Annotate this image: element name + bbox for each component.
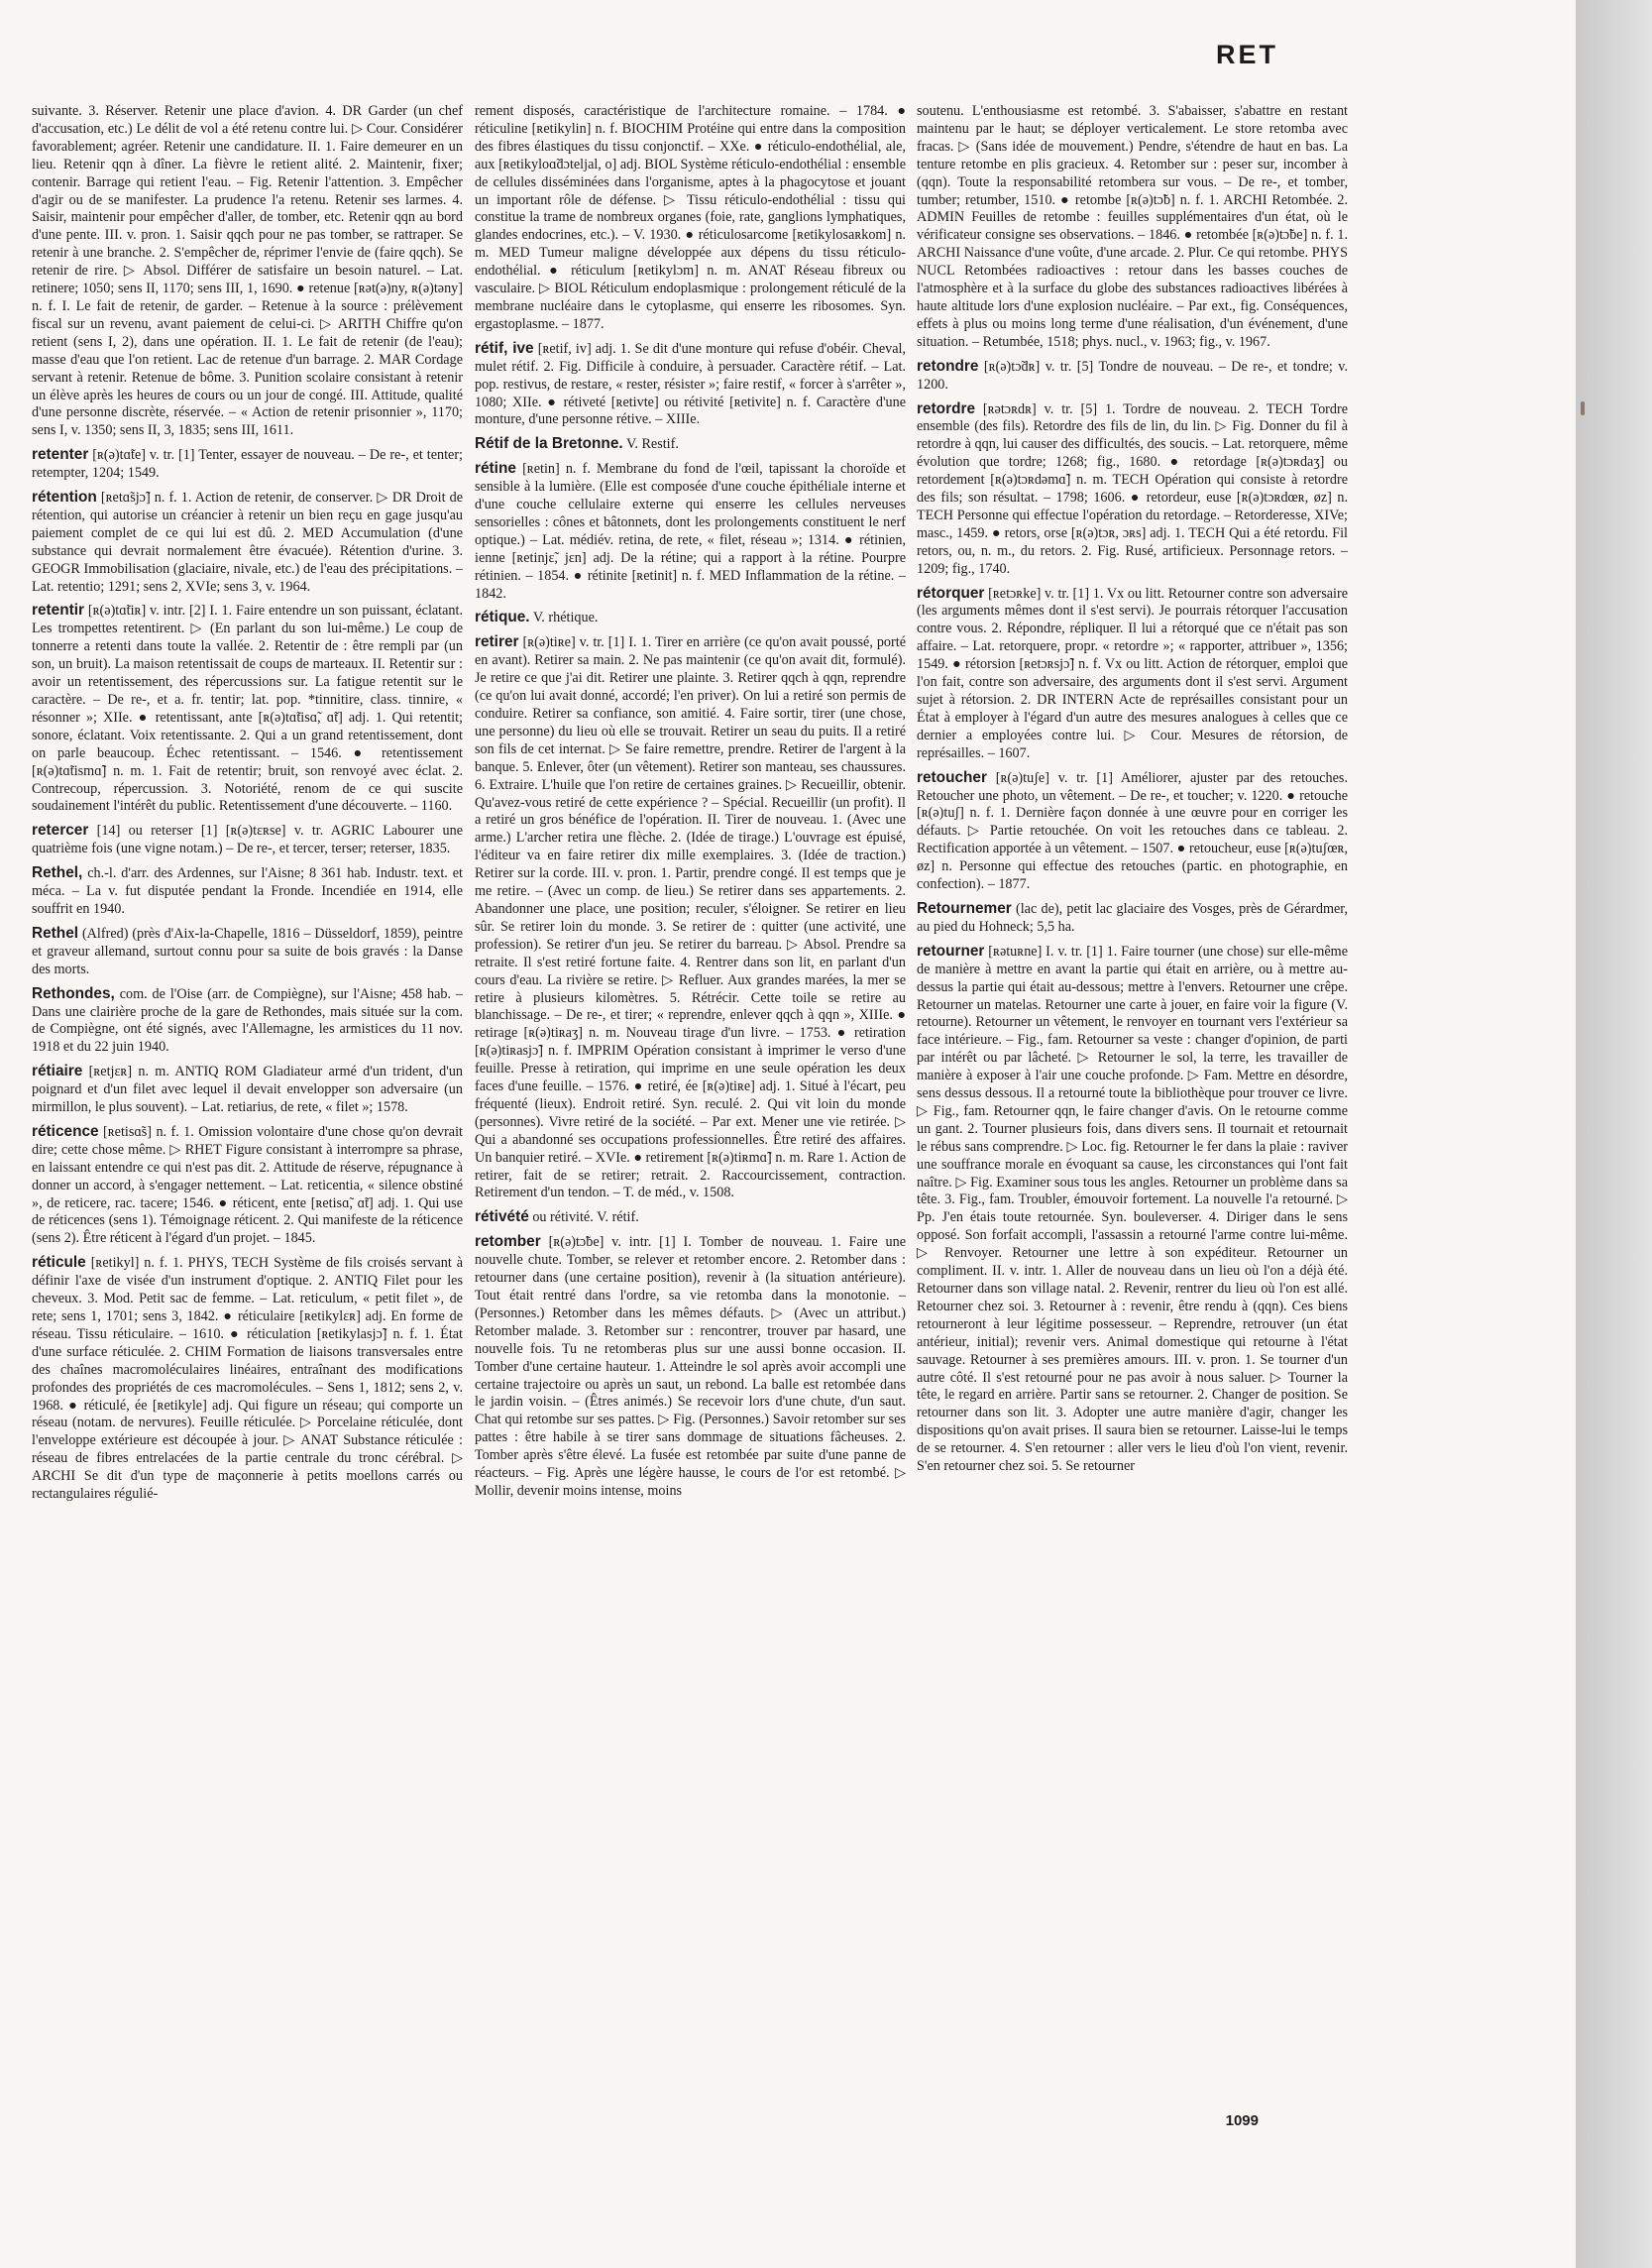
entry-headword: rétorquer — [917, 584, 985, 602]
entry-definition: soutenu. L'enthousiasme est retombé. 3. S'abaisser, s'abattre en restant maintenu par le haut; se déployer verticalement. Le store retomba avec fracas. ▷ (Sans idée de mouvement.) Pendre, s'étendre de haut en bas. La tenture retombe en plis gracieux. 4. Retomber sur : peser sur, incomber à (qqn). Toute la responsabilité retombera sur vous. – De re-, et tomber, tumber; retumber, 1510. ● retombe [ʀ(ə)tɔ̃b] n. f. 1. ARCHI Retombée. 2. ADMIN Feuilles de retombe : feuilles supplémentaires d'un état, où le vérificateur consigne ses observations. – 1846. ● retombée [ʀ(ə)tɔ̃be] n. f. 1. ARCHI Naissance d'une voûte, d'une arcade. 2. Plur. Ce qui retombe. PHYS NUCL Retombées radioactives : retour dans les basses couches de l'atmosphère et à la surface du globe des substances radioactives libérées à haute altitude lors d'une explosion nucléaire. – Par ext., fig. Conséquences, effets à plus ou moins long terme d'une réalisation, d'un événement, d'une situation. – Retumbée, 1518; phys. nucl., v. 1963; fig., v. 1967. — [917, 103, 1348, 350]
entry-definition: [ʀ(ə)tɔ̃be] v. intr. [1] I. Tomber de nouveau. 1. Faire une nouvelle chute. Tomber, se relever et retomber encore. 2. Retomber dans : retourner dans (une certaine position), revenir à (la situation antérieure). Tout était rentré dans l'ordre, sa vie retomba dans la monotonie. – (Personnes.) Retomber dans les mêmes défauts. ▷ (Avec un attribut.) Retomber malade. 3. Retomber sur : rencontrer, trouver par hasard, une nouvelle fois. Tu ne retomberas plus sur une aussi bonne occasion. II. Tomber d'une certaine hauteur. 1. Atteindre le sol après avoir accompli une certaine trajectoire ou après un saut, un rebond. La balle est retombée dans le jardin voisin. – (Êtres animés.) Se recevoir lors d'une chute, d'un saut. Chat qui retombe sur ses pattes. ▷ Fig. (Personnes.) Savoir retomber sur ses pattes : être habile à se tirer sans dommage de situations fâcheuses. 2. Tomber après s'être élevé. La fusée est retombée par suite d'une panne de réacteurs. – Fig. Après une légère hausse, le cours de l'or est retombé. ▷ Mollir, devenir moins intense, moins — [475, 1234, 906, 1499]
entry-definition: [ʀətɔʀdʀ] v. tr. [5] 1. Tordre de nouveau. 2. TECH Tordre ensemble (des fils). Retordre des fils de lin, du lin. ▷ Fig. Donner du fil à retordre à qqn, lui causer des difficultés, des soucis. – Lat. retorquere, même évolution que tordre; 1268; fig., 1680. ● retordage [ʀ(ə)tɔʀdaʒ] ou retordement [ʀ(ə)tɔʀdəmɑ̃] n. m. TECH Opération qui consiste à retordre des fils; son résultat. – 1798; 1606. ● retordeur, euse [ʀ(ə)tɔʀdœʀ, øz] n. TECH Personne qui effectue l'opération du retordage. – Retorderesse, XIVe; masc., 1459. ● retors, orse [ʀ(ə)tɔʀ, ɔʀs] adj. 1. TECH Qui a été retordu. Fil retors, ou, n. m., du retors. 2. Fig. Rusé, artificieux. Personnage retors. – 1209; fig., 1740. — [917, 400, 1348, 577]
dictionary-entry — [475, 609, 906, 627]
entry-headword: retomber — [475, 1233, 541, 1251]
entry-headword: rétique. — [475, 609, 530, 626]
dictionary-entry — [32, 103, 463, 440]
scan-mark — [1581, 401, 1585, 415]
entry-headword: rétine — [475, 460, 516, 478]
entry-headword: rétiaire — [32, 1063, 83, 1080]
dictionary-entry — [917, 943, 1348, 1476]
dictionary-entry — [32, 1254, 463, 1504]
entry-definition: [ʀətuʀne] I. v. tr. [1] 1. Faire tourner (une chose) sur elle-même de manière à mettre en avant la partie qui était en arrière, ou à mettre au-dessus la partie qui était au-dessous; mettre à l'envers. Retourner une crêpe. Retourner un matelas. Retourner une carte à jouer, en faire voir la figure (V. retourne). Retourner un vêtement, le renvoyer en tournant vers l'extérieur sa face intérieure. – Fig., fam. Retourner sa veste : changer d'opinion, de parti par intérêt ou par lâcheté. ▷ Retourner le sol, la terre, les travailler de manière à exposer à l'air une couche profonde. ▷ Fam. Mettre en désordre, sens dessus dessous. Il a retourné toute la bibliothèque pour trouver ce livre. ▷ Fig., fam. Retourner qqn, le faire changer d'avis. On le retourne comme un gant. 2. Tourner plusieurs fois, dans divers sens. Il tournait et retournait le rébus sans comprendre. ▷ Loc. fig. Retourner le fer dans la plaie : raviver une souffrance morale en évoquant sa cause, les circonstances qui l'ont fait naître. ▷ Fig. Examiner sous tous les angles. Retourner un problème dans sa tête. 3. Fig., fam. Troubler, émouvoir fortement. La nouvelle l'a retourné. ▷ Pp. J'en étais toute retournée. Syn. bouleverser. 4. Diriger dans le sens opposé. Son forfait accompli, l'assassin a retourné l'arme contre lui-même. ▷ Renvoyer. Retourner une lettre à son expéditeur. Retourner un compliment. II. v. intr. 1. Aller de nouveau dans un lieu où l'on a déjà été. Retourner dans son village natal. 2. Revenir, rentrer du lieu où l'on est allé. Retourner chez soi. 3. Retourner à : revenir, être rendu à (qqn). Ces biens retourneront à leur légitime possesseur. – Reprendre, retrouver (un état antérieur, initial); revenir vers. Animal domestique qui retourne à l'état sauvage. Retourner à ses premières amours. III. v. pron. 1. Se tourner d'un autre côté. Il s'est retourné pour ne pas avoir à nous saluer. ▷ Tourner la tête, le regard en arrière. Partir sans se retourner. 2. Changer de position. Se retourner dans son lit. 3. Adopter une autre manière d'agir, changer les dispositions qu'on avait prises. Il saura bien se retourner. Laisse-lui le temps de se retourner. 4. S'en retourner : aller vers le lieu d'où l'on vient, revenir. S'en retourner chez soi. 5. Se retourner — [917, 943, 1348, 1475]
entry-definition: suivante. 3. Réserver. Retenir une place d'avion. 4. DR Garder (un chef d'accusation, etc.) Le délit de vol a été retenu contre lui. ▷ Cour. Considérer favorablement; agréer. Retenir une candidature. II. 1. Faire demeurer en un lieu. Retenir qqn à dîner. La fièvre le retient alité. 2. Maintenir, fixer; contenir. Barrage qui retient l'eau. – Fig. Retenir l'attention. 3. Empêcher d'agir ou de se manifester. La prudence l'a retenu. Retenir ses larmes. 4. Saisir, maintenir pour empêcher d'aller, de tomber, etc. Retenir qqn au bord d'une pente. III. v. pron. 1. Saisir qqch pour ne pas tomber, se rattraper. Se retenir à une branche. 2. S'empêcher de, réprimer l'envie de (faire qqch). Se retenir de rire. ▷ Absol. Différer de satisfaire un besoin naturel. – Lat. retinere; 1050; sens II, 1170; sens III, 1, 1690. ● retenue [ʀət(ə)ny, ʀ(ə)təny] n. f. I. Le fait de retenir, de garder. – Retenue à la source : prélèvement fiscal sur un revenu, avant paiement de celui-ci. ▷ ARITH Chiffre qu'on retient (sens I, 2), dans une opération. II. 1. Le fait de retenir (de l'eau); masse d'eau que l'on retient. Lac de retenue d'un barrage. 2. MAR Cordage servant à retenir. Retenue de bôme. 3. Punition scolaire consistant à retenir un élève après les heures de cours ou un jour de congé. III. Attitude, qualité d'une personne discrète, réservée. – « Action de retenir prisonnier », 1170; sens I, v. 1350; sens II, 3, 1835; sens III, 1611. — [32, 103, 463, 439]
entry-definition: [ʀ(ə)tɔ̃dʀ] v. tr. [5] Tondre de nouveau. – De re-, et tondre; v. 1200. — [917, 358, 1348, 393]
dictionary-entry — [32, 864, 463, 919]
dictionary-entry — [475, 1233, 906, 1501]
dictionary-entry — [475, 340, 906, 430]
column-2 — [475, 103, 906, 2105]
dictionary-entry — [32, 822, 463, 858]
entry-headword: rétif, ive — [475, 339, 534, 357]
entry-definition: [ʀetjɛʀ] n. m. ANTIQ ROM Gladiateur armé d'un trident, d'un poignard et d'un filet avec lequel il devait envelopper son adversaire (un mirmillon, le plus souvent). – Lat. retiarius, de rete, « filet »; 1578. — [32, 1064, 463, 1116]
entry-definition: [ʀ(ə)tɑ̃te] v. tr. [1] Tenter, essayer de nouveau. – De re-, et tenter; retempter, 1204; 1549. — [32, 447, 463, 482]
entry-headword: retourner — [917, 942, 985, 960]
dictionary-entry — [32, 489, 463, 596]
entry-headword: Rethel, — [32, 864, 83, 882]
entry-definition: rement disposés, caractéristique de l'architecture romaine. – 1784. ● réticuline [ʀetikylin] n. f. BIOCHIM Protéine qui entre dans la composition des fibres élastiques du tissu conjonctif. – XXe. ● réticulo-endothélial, ale, aux [ʀetikyloɑ̃dɔteljal, o] adj. BIOL Système réticulo-endothélial : ensemble de cellules disséminées dans l'organisme, aptes à la phagocytose et jouant un important rôle de défense. ▷ Tissu réticulo-endothélial : tissu qui constitue la trame de nombreux organes (foie, rate, ganglions lymphatiques, glandes endocrines, etc.). – V. 1930. ● réticulosarcome [ʀetikylosaʀkom] n. m. MED Tumeur maligne développée aux dépens du tissu réticulo-endothélial. ● réticulum [ʀetikylɔm] n. m. ANAT Réseau fibreux ou vasculaire. ▷ BIOL Réticulum endoplasmique : prolongement réticulé de la membrane nucléaire dans le cytoplasme, qui enserre les ribosomes. Syn. ergastoplasme. – 1877. — [475, 103, 906, 332]
entry-definition: (Alfred) (près d'Aix-la-Chapelle, 1816 – Düsseldorf, 1859), peintre et graveur allemand, surtout connu pour sa suite de bois gravés : la Danse des morts. — [32, 925, 463, 977]
dictionary-entry — [917, 585, 1348, 763]
entry-definition: V. rhétique. — [532, 610, 599, 626]
entry-definition: [ʀetin] n. f. Membrane du fond de l'œil, tapissant la choroïde et sensible à la lumière. (Elle est composée d'une couche épithéliale interne et d'une couche cellulaire externe qui enserre les cellules nerveuses sensorielles : cônes et bâtonnets, dont les prolongements constituent le nerf optique.) – Lat. médiév. retina, de rete, « filet, réseau »; 1314. ● rétinien, ienne [ʀetinjɛ̃, jɛn] adj. De la rétine; qui a rapport à la rétine. Pourpre rétinien. – 1854. ● rétinite [ʀetinit] n. f. MED Inflammation de la rétine. – 1842. — [475, 461, 906, 602]
entry-definition: [ʀ(ə)tuʃe] v. tr. [1] Améliorer, ajuster par des retouches. Retoucher une photo, un vêtement. – De re-, et toucher; v. 1220. ● retouche [ʀ(ə)tuʃ] n. f. 1. Dernière façon donnée à une œuvre pour en corriger les défauts. ▷ Partie retouchée. On voit les retouches dans ce tableau. 2. Rectification apportée à un vêtement. – 1507. ● retoucheur, euse [ʀ(ə)tuʃœʀ, øz] n. Personne qui effectue des retouches (partic. en photographie, en confection). – 1877. — [917, 769, 1348, 893]
page-number: 1099 — [1225, 2112, 1259, 2129]
entry-definition: [14] ou reterser [1] [ʀ(ə)tɛʀse] v. tr. AGRIC Labourer une quatrième fois (une vigne notam.) – De re-, et tercer, terser; reterser, 1835. — [32, 823, 463, 857]
dictionary-entry — [475, 435, 906, 454]
entry-definition: [ʀetikyl] n. f. 1. PHYS, TECH Système de fils croisés servant à définir l'axe de visée d'un instrument d'optique. 2. ANTIQ Filet pour les cheveux. 3. Mod. Petit sac de femme. – Lat. reticulum, « petit filet », de rete; sens 1, 1701; sens 3, 1842. ● réticulaire [ʀetikylɛʀ] adj. En forme de réseau. Tissu réticulaire. – 1610. ● réticulation [ʀetikylasjɔ̃] n. f. 1. État d'une surface réticulée. 2. CHIM Formation de liaisons transversales entre des chaînes macromoléculaires linéaires, entraînant des modifications profondes des propriétés de ces macromolécules. – Sens 1, 1812; sens 2, v. 1968. ● réticulé, ée [ʀetikyle] adj. Qui figure un réseau; qui comporte un réseau (notam. de nervures). Feuille réticulée. ▷ Porcelaine réticulée, dont l'enveloppe extérieure est découpée à jour. ▷ ANAT Substance réticulée : réseau de fibres entrelacées de la partie centrale du tronc cérébral. ▷ ARCHI Se dit d'un type de maçonnerie à petits moellons carrés ou rectangulaires régulié- — [32, 1255, 463, 1503]
entry-headword: retercer — [32, 822, 89, 840]
dictionary-entry — [32, 1063, 463, 1117]
dictionary-entry — [917, 769, 1348, 894]
dictionary-entry — [917, 400, 1348, 579]
entry-headword: rétivété — [475, 1208, 529, 1226]
dictionary-entry — [32, 925, 463, 979]
entry-headword: retordre — [917, 399, 976, 417]
entry-definition: [ʀetɔʀke] v. tr. [1] 1. Vx ou litt. Retourner contre son adversaire (les arguments mêmes dont il s'est servi). Je pourrais rétorquer l'accusation contre vous. 2. Répondre, répliquer. Il lui a rétorqué que ce n'était pas son affaire. – Lat. retorquere, propr. « retordre »; « rapporter, attribuer », 1356; 1549. ● rétorsion [ʀetɔʀsjɔ̃] n. f. Vx ou litt. Action de rétorquer, emploi que l'on fait, contre son adversaire, des arguments dont il s'est servi. Argument sujet à rétorsion. 2. DR INTERN Acte de représailles consistant pour un État à employer à l'égard d'un autre des mesures analogues à celles que ce dernier a employées contre lui. ▷ Cour. Mesures de rétorsion, de représailles. – 1607. — [917, 585, 1348, 761]
page-edge-shadow — [1576, 0, 1652, 2268]
dictionary-entry — [32, 446, 463, 483]
dictionary-entry — [917, 358, 1348, 395]
entry-definition: com. de l'Oise (arr. de Compiègne), sur l'Aisne; 458 hab. – Dans une clairière proche de la gare de Rethondes, mais située sur la com. de Compiègne, ont été signés, avec l'Allemagne, les armistices du 11 nov. 1918 et du 22 juin 1940. — [32, 985, 463, 1056]
entry-headword: Retournemer — [917, 899, 1012, 917]
entry-headword: réticence — [32, 1122, 99, 1140]
dictionary-entry — [917, 900, 1348, 937]
dictionary-entry — [475, 103, 906, 334]
dictionary-entry — [917, 103, 1348, 352]
dictionary-entry — [475, 633, 906, 1202]
dictionary-entry — [475, 1208, 906, 1227]
entry-headword: retoucher — [917, 768, 987, 786]
dictionary-entry — [32, 1123, 463, 1248]
entry-definition: ch.-l. d'arr. des Ardennes, sur l'Aisne; 8 361 hab. Industr. text. et méca. – La v. fut disputée pendant la Fronde. Incendiée en 1914, elle souffrit en 1940. — [32, 865, 463, 917]
entry-headword: retirer — [475, 633, 519, 651]
entry-definition: V. Restif. — [625, 436, 679, 453]
entry-definition: ou rétivité. V. rétif. — [532, 1209, 639, 1226]
column-1 — [32, 103, 463, 2105]
entry-headword: retondre — [917, 357, 979, 375]
entry-headword: retentir — [32, 602, 85, 620]
running-head: RET — [1216, 40, 1278, 69]
entry-headword: réticule — [32, 1254, 86, 1272]
entry-headword: Rethondes, — [32, 984, 115, 1002]
entry-headword: Rethel — [32, 924, 79, 942]
dictionary-entry — [32, 602, 463, 816]
entry-headword: Rétif de la Bretonne. — [475, 435, 623, 453]
entry-definition: (lac de), petit lac glaciaire des Vosges, près de Gérardmer, au pied du Hohneck; 5,5 ha. — [917, 900, 1348, 935]
dictionary-entry — [32, 985, 463, 1058]
entry-definition: [ʀ(ə)tɑ̃tiʀ] v. intr. [2] I. 1. Faire entendre un son puissant, éclatant. Les trompettes retentirent. ▷ (En parlant du son lui-même.) Le coup de tonnerre a retenti dans toute la vallée. 2. Retentir de : être rempli par (un son, un bruit). La maison retentissait de coups de marteaux. II. Retentir sur : avoir un retentissement, des répercussions sur. La fatigue retentit sur le caractère. – De re-, et a. fr. tentir; lat. pop. *tinnitire, class. tinnire, « résonner »; XIIe. ● retentissant, ante [ʀ(ə)tɑ̃tisɑ̃, ɑ̃t] adj. 1. Qui retentit; sonore, éclatant. Voix retentissante. 2. Qui a un grand retentissement, dont on parle beaucoup. Échec retentissant. – 1546. ● retentissement [ʀ(ə)tɑ̃tismɑ̃] n. m. 1. Fait de retentir; bruit, son renvoyé avec éclat. 2. Contrecoup, répercussion. 3. Notoriété, renom de ce qui suscite soudainement l'intérêt du public. Retentissement d'une découverte. – 1160. — [32, 603, 463, 815]
entry-headword: rétention — [32, 489, 97, 507]
entry-definition: [ʀetif, iv] adj. 1. Se dit d'une monture qui refuse d'obéir. Cheval, mulet rétif. 2. Fig. Difficile à conduire, à persuader. Caractère rétif. – Lat. pop. restivus, de restare, « rester, résister »; faire restif, « forcer à s'arrêter », 1080; XIIe. ● rétiveté [ʀetivte] ou rétivité [ʀetivite] n. f. Caractère d'une monture, d'une personne rétive. – XIIIe. — [475, 340, 906, 428]
entry-headword: retenter — [32, 446, 89, 464]
entry-definition: [ʀ(ə)tiʀe] v. tr. [1] I. 1. Tirer en arrière (ce qu'on avait poussé, porté en avant). Retirer sa main. 2. Ne pas maintenir (ce qu'on avait dit, formulé). Je retire ce que j'ai dit. Retirer une plainte. 3. Retirer qqch à qqn, reprendre (ce qu'on lui avait donné, accordé; l'en priver). On lui a retiré son permis de conduire. Retirer sa confiance, son amitié. 4. Faire sortir, tirer (une chose, une personne) du lieu où elle se trouvait. Retirer un seau du puits. Il a retiré son fils de cet internat. ▷ Se faire remettre, prendre. Retirer de l'argent à la banque. 5. Enlever, ôter (un vêtement). Retirer son manteau, ses chaussures. 6. Extraire. L'huile que l'on retire de certaines graines. ▷ Recueillir, obtenir. Qu'avez-vous retiré de cette expérience ? – Spécial. Recueillir (un profit). Il a retiré un gros bénéfice de l'opération. II. Tirer de nouveau. 1. (Avec une arme.) L'archer retira une flèche. 2. (Idée de tirage.) L'ouvrage est épuisé, l'éditeur va en faire retirer dix mille exemplaires. 3. (Idée de traction.) Retirer sur la corde. III. v. pron. 1. Partir, prendre congé. Il est temps que je me retire. – (Avec un comp. de lieu.) Se retirer dans ses appartements. 2. Abandonner une place, une position; reculer, s'éloigner. Se retirer en lieu sûr. Se retirer loin du monde. 3. Se retirer de : quitter (une activité, une profession). Se retirer d'un jeu. Se retirer du barreau. ▷ Absol. Prendre sa retraite. Il s'est retiré fortune faite. 4. Rentrer dans son lit, en parlant d'un cours d'eau. La rivière se retire. ▷ Refluer. Aux grandes marées, la mer se retire à plusieurs kilomètres. 5. Rétrécir. Cette toile se retire au blanchissage. – De re-, et tirer; « reprendre, enlever qqch à qqn », XIIIe. ● retirage [ʀ(ə)tiʀaʒ] n. m. Nouveau tirage d'un livre. – 1753. ● retiration [ʀ(ə)tiʀasjɔ̃] n. f. IMPRIM Opération consistant à imprimer le verso d'une feuille. Presse à retiration, qui imprime en une seule opération les deux faces d'une feuille. – 1576. ● retiré, ée [ʀ(ə)tiʀe] adj. 1. Situé à l'écart, peu fréquenté (lieux). Endroit retiré. Syn. reculé. 2. Qui vit loin du monde (personnes). Vivre retiré de la société. – Par ext. Mener une vie retirée. ▷ Qui a abandonné ses occupations professionnelles. Être retiré des affaires. Un banquier retiré. – XVIe. ● retirement [ʀ(ə)tiʀmɑ̃] n. m. Rare 1. Action de retirer, fait de se retirer; retrait. 2. Raccourcissement, contraction. Retirement d'un tendon. – T. de méd., v. 1508. — [475, 634, 906, 1201]
entry-definition: [ʀetisɑ̃s] n. f. 1. Omission volontaire d'une chose qu'on devrait dire; cette chose même. ▷ RHET Figure consistant à interrompre sa phrase, en laissant entendre ce qui n'est pas dit. 2. Attitude de réserve, répugnance à donner un accord, à s'engager nettement. – Lat. reticentia, « silence obstiné », de reticere, rac. tacere; 1546. ● réticent, ente [ʀetisɑ̃, ɑ̃t] adj. 1. Qui use de réticences (sens 1). Témoignage réticent. 2. Qui manifeste de la réticence (sens 2). Être réticent à l'égard d'un projet. – 1845. — [32, 1123, 463, 1247]
column-3 — [917, 103, 1348, 2105]
dictionary-entry — [475, 460, 906, 603]
entry-definition: [ʀetɑ̃sjɔ̃] n. f. 1. Action de retenir, de conserver. ▷ DR Droit de rétention, qui autorise un créancier à retenir un bien reçu en gage jusqu'au paiement complet de ce qui lui est dû. 2. MED Accumulation (d'une substance qui devrait normalement être évacuée). Rétention d'urine. 3. GEOGR Immobilisation (glaciaire, nivale, etc.) de l'eau des précipitations. – Lat. retentio; 1291; sens 2, XVIe; sens 3, v. 1964. — [32, 490, 463, 595]
